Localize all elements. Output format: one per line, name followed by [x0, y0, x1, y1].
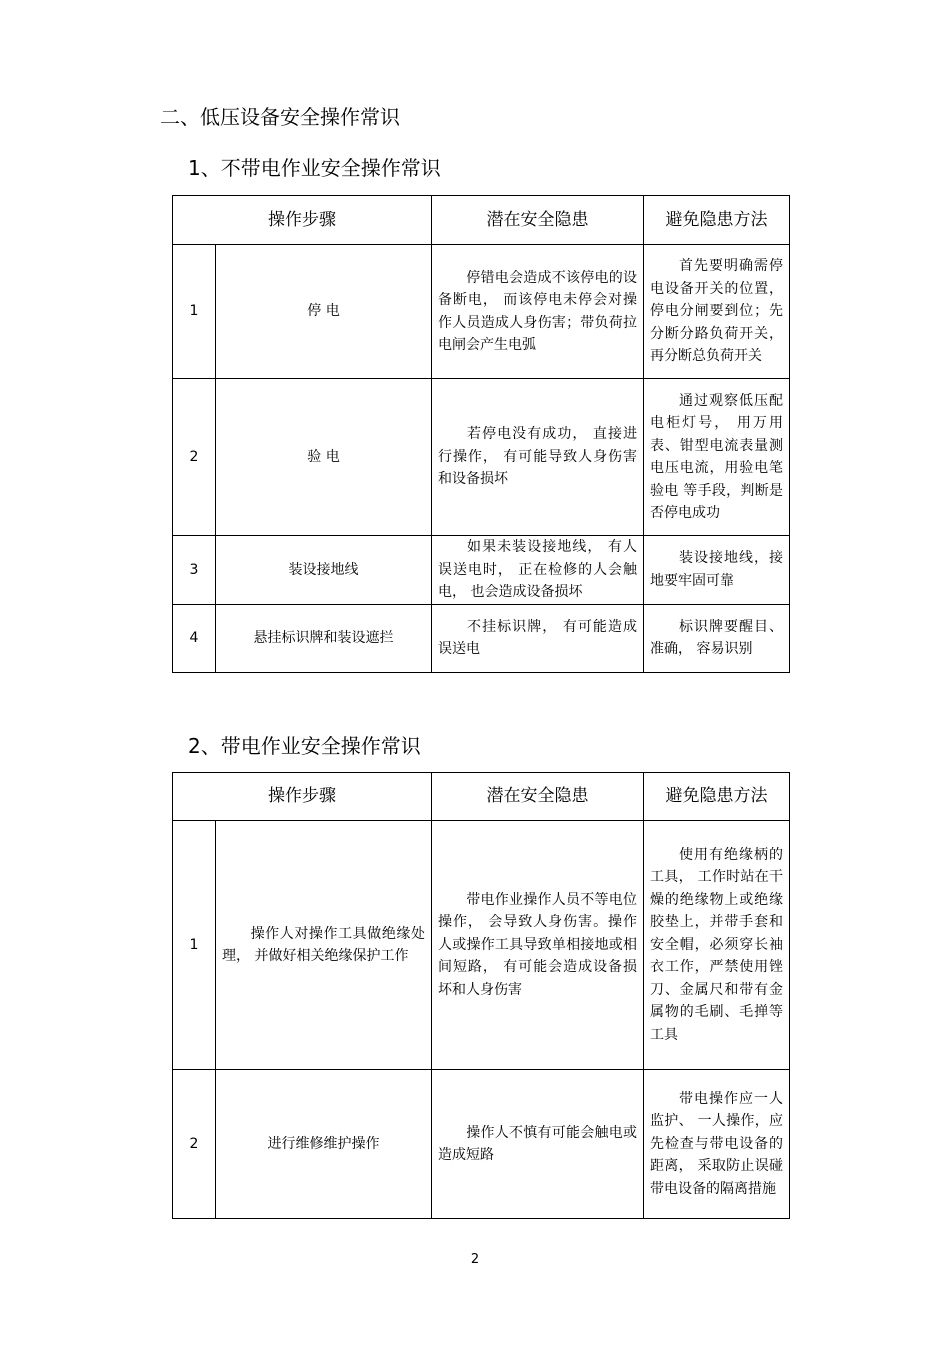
row-method: 装设接地线，接地要牢固可靠	[644, 536, 790, 605]
row-method: 首先要明确需停电设备开关的位置，停电分闸要到位；先分断分路负荷开关， 再分断总负荷开关	[644, 245, 790, 379]
row-step: 操作人对操作工具做绝缘处理， 并做好相关绝缘保护工作	[216, 821, 432, 1070]
row-method: 带电操作应一人监护、 一人操作，应先检查与带电设备的距离， 采取防止误碰带电设备的隔离措施	[644, 1070, 790, 1219]
header-hazard: 潜在安全隐患	[432, 773, 644, 821]
row-number: 3	[173, 536, 216, 605]
table-row	[173, 245, 790, 379]
header-method: 避免隐患方法	[644, 773, 790, 821]
row-hazard: 如果未装设接地线， 有人误送电时， 正在检修的人会触电， 也会造成设备损坏	[432, 536, 644, 605]
table-header-row	[173, 773, 790, 821]
section2-table	[172, 772, 790, 1219]
page-heading: 二、低压设备安全操作常识	[160, 105, 400, 129]
row-step: 装设接地线	[216, 536, 432, 605]
row-hazard: 停错电会造成不该停电的设备断电， 而该停电未停会对操作人员造成人身伤害；带负荷拉电闸会产生电弧	[432, 245, 644, 379]
header-hazard: 潜在安全隐患	[432, 196, 644, 245]
row-number: 1	[173, 245, 216, 379]
row-hazard: 若停电没有成功， 直接进行操作， 有可能导致人身伤害和设备损坏	[432, 379, 644, 536]
row-hazard: 带电作业操作人员不等电位操作， 会导致人身伤害。操作人或操作工具导致单相接地或相间短路， 有可能会造成设备损坏和人身伤害	[432, 821, 644, 1070]
table-row	[173, 821, 790, 1070]
table-row	[173, 536, 790, 605]
row-number: 2	[173, 379, 216, 536]
header-method: 避免隐患方法	[644, 196, 790, 245]
row-method: 使用有绝缘柄的工具， 工作时站在干燥的绝缘物上或绝缘胶垫上，并带手套和安全帽，必须穿长袖衣工作，严禁使用锉刀、金属尺和带有金属物的毛刷、毛掸等工具	[644, 821, 790, 1070]
row-hazard: 操作人不慎有可能会触电或造成短路	[432, 1070, 644, 1219]
section1-table	[172, 195, 790, 673]
row-step: 停 电	[216, 245, 432, 379]
row-number: 4	[173, 604, 216, 672]
row-step: 验 电	[216, 379, 432, 536]
row-step: 悬挂标识牌和装设遮拦	[216, 604, 432, 672]
row-method: 通过观察低压配电柜灯号， 用万用表、钳型电流表量测电压电流，用验电笔验电 等手段，判断是否停电成功	[644, 379, 790, 536]
row-hazard: 不挂标识牌， 有可能造成误送电	[432, 604, 644, 672]
header-step: 操作步骤	[173, 773, 432, 821]
header-step: 操作步骤	[173, 196, 432, 245]
page-number: 2	[470, 1252, 480, 1267]
row-number: 1	[173, 821, 216, 1070]
row-method: 标识牌要醒目、准确， 容易识别	[644, 604, 790, 672]
table-row	[173, 1070, 790, 1219]
table-row	[173, 379, 790, 536]
row-number: 2	[173, 1070, 216, 1219]
table-header-row	[173, 196, 790, 245]
table-row	[173, 604, 790, 672]
row-step: 进行维修维护操作	[216, 1070, 432, 1219]
section1-title: 1、不带电作业安全操作常识	[188, 156, 441, 180]
section2-title: 2、带电作业安全操作常识	[188, 734, 421, 758]
